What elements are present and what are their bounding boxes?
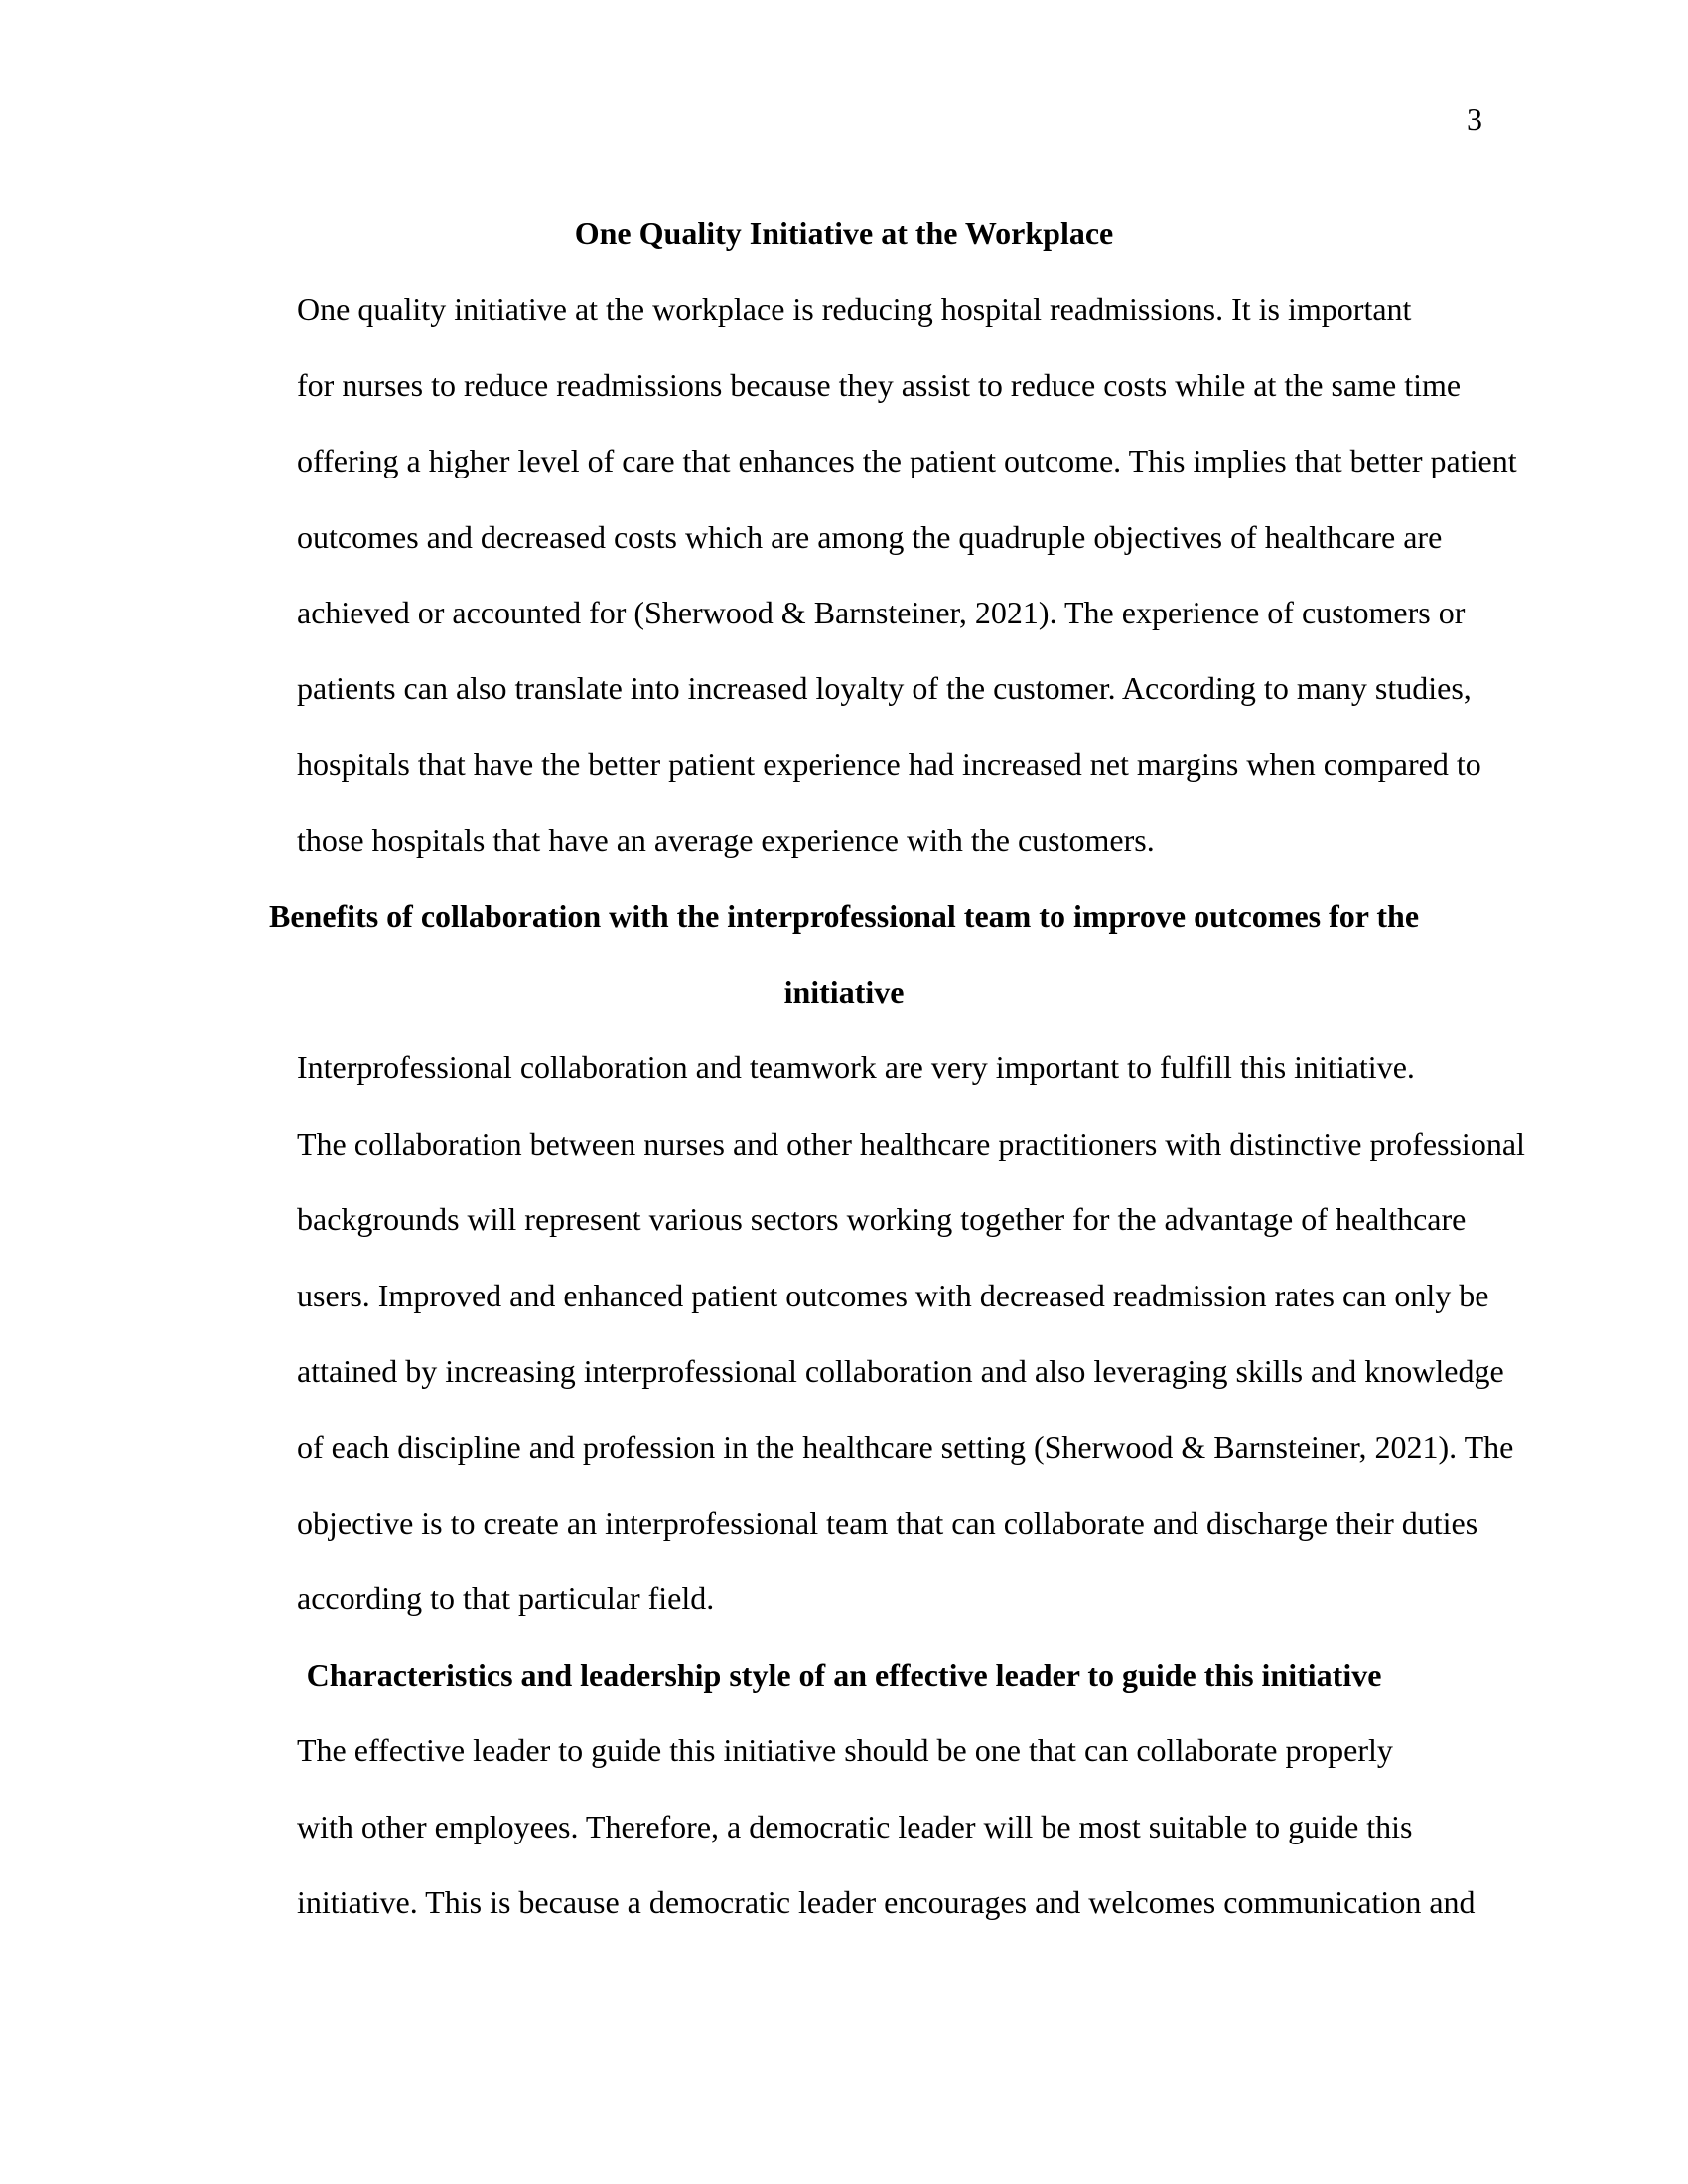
- page-content: [199, 196, 1525, 1940]
- text-line: patients can also translate into increased loyalty of the customer. According to many studies,: [297, 670, 1472, 707]
- text-line: hospitals that have the better patient experience had increased net margins when compared to: [297, 746, 1481, 782]
- text-line: for nurses to reduce readmissions because they assist to reduce costs while at the same time: [297, 366, 1462, 403]
- section-heading-quality-initiative: One Quality Initiative at the Workplace: [574, 215, 1114, 251]
- heading-line: initiative: [783, 974, 905, 1011]
- paragraph-collaboration-benefits: [199, 1029, 1525, 1636]
- text-line: those hospitals that have an average experience with the customers.: [297, 822, 1155, 859]
- section-heading-collaboration-benefits: [199, 879, 1489, 1030]
- text-line: according to that particular field.: [297, 1580, 715, 1617]
- text-line: objective is to create an interprofessional team that can collaborate and discharge their duties: [297, 1504, 1478, 1541]
- text-line: The effective leader to guide this initiative should be one that can collaborate properly: [297, 1732, 1393, 1769]
- paragraph-leadership-style: [199, 1712, 1489, 1940]
- heading-line: Benefits of collaboration with the interprofessional team to improve outcomes for the: [268, 897, 1420, 934]
- page-number: 3: [1467, 101, 1482, 137]
- text-line: offering a higher level of care that enhances the patient outcome. This implies that better patient: [297, 443, 1517, 479]
- text-line: backgrounds will represent various sectors working together for the advantage of healthcare: [297, 1201, 1467, 1238]
- text-line: One quality initiative at the workplace is reducing hospital readmissions. It is important: [297, 291, 1412, 328]
- text-line: Interprofessional collaboration and teamwork are very important to fulfill this initiative.: [297, 1049, 1415, 1086]
- text-line: The collaboration between nurses and other healthcare practitioners with distinctive professional: [297, 1125, 1525, 1161]
- text-line: initiative. This is because a democratic leader encourages and welcomes communication and: [297, 1883, 1476, 1920]
- text-line: achieved or accounted for (Sherwood & Barnsteiner, 2021). The experience of customers or: [297, 595, 1466, 631]
- text-line: with other employees. Therefore, a democratic leader will be most suitable to guide this: [297, 1808, 1413, 1844]
- text-line: outcomes and decreased costs which are among the quadruple objectives of healthcare are: [297, 518, 1443, 555]
- paragraph-quality-initiative: [199, 271, 1517, 878]
- section-heading-leadership-style: Characteristics and leadership style of an effective leader to guide this initiative: [306, 1656, 1382, 1693]
- text-line: users. Improved and enhanced patient outcomes with decreased readmission rates can only be: [297, 1277, 1489, 1313]
- text-line: of each discipline and profession in the healthcare setting (Sherwood & Barnsteiner, 2021). The: [297, 1429, 1514, 1465]
- text-line: attained by increasing interprofessional collaboration and also leveraging skills and knowledge: [297, 1353, 1504, 1390]
